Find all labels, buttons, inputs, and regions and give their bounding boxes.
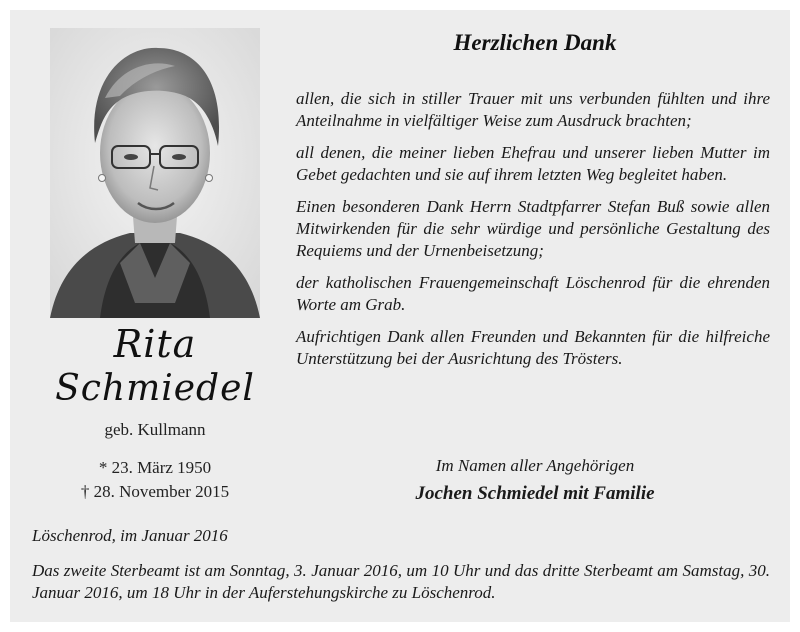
family-signature: Jochen Schmiedel mit Familie [415,483,655,504]
paragraph: Einen besonderen Dank Herrn Stadtpfarrer Stefan Buß sowie allen Mitwirkenden für die sehr würdige und persönliche Gestaltung des Requiems und der Urnenbeisetzung; [296,197,770,260]
last-name: Schmiedel [55,368,255,409]
on-behalf-line: Im Namen aller Angehörigen [435,456,635,475]
heading: Herzlichen Dank [453,30,617,55]
mass-notice: Das zweite Sterbeamt ist am Sonntag, 3. Januar 2016, um 10 Uhr und das dritte Sterbeamt am Samstag, 30. Januar 2016, um 18 Uhr in der Auferstehungskirche zu Löschenrod. [32,561,770,602]
portrait-photo [50,28,260,318]
birth-date: * 23. März 1950 [98,458,212,477]
place-date: Löschenrod, im Januar 2016 [32,526,228,545]
death-date: † 28. November 2015 [80,482,230,501]
paragraph: allen, die sich in stiller Trauer mit uns verbunden fühlten und ihre Anteilnahme in vielfältiger Weise zum Ausdruck brachten; [296,89,770,130]
paragraph: der katholischen Frauengemeinschaft Löschenrod für die ehrenden Worte am Grab. [296,273,770,314]
thanks-text [296,88,770,380]
maiden-name: geb. Kullmann [104,420,206,439]
paragraph: Aufrichtigen Dank allen Freunden und Bekannten für die hilfreiche Unterstützung bei der Ausrichtung des Trösters. [296,327,770,368]
obituary-card [10,10,790,622]
paragraph: all denen, die meiner lieben Ehefrau und unserer lieben Mutter im Gebet gedachten und sie auf ihrem letzten Weg begleitet haben. [296,143,770,184]
first-name: Rita [113,322,197,366]
portrait-illustration [50,28,260,318]
